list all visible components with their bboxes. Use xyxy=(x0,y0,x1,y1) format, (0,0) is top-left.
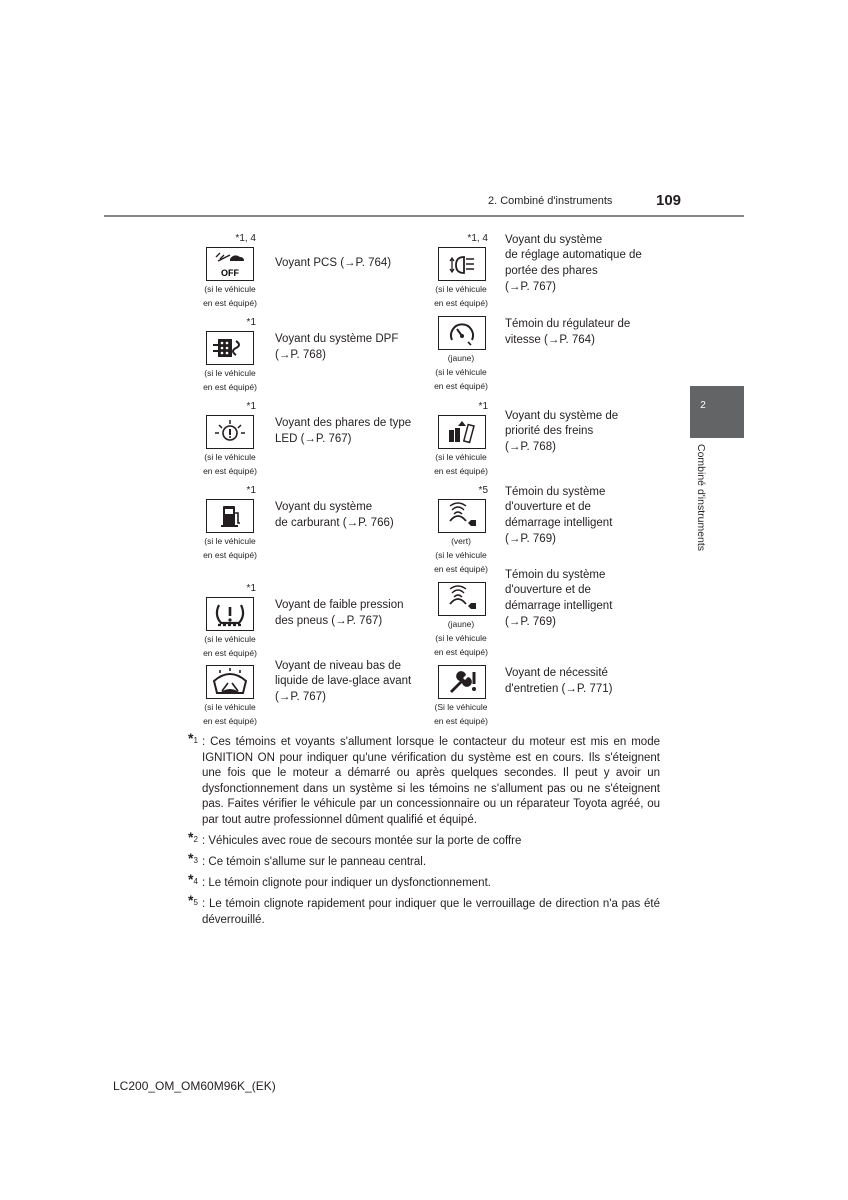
indicator-description xyxy=(275,659,425,706)
caption-line: (jaune) xyxy=(447,619,475,629)
description-line: démarrage intelligent xyxy=(505,599,613,612)
description-line: Voyant du système de xyxy=(505,409,619,422)
icon-caption xyxy=(426,617,496,659)
icon-caption xyxy=(426,282,496,310)
icon-caption xyxy=(195,700,265,728)
indicator-description xyxy=(505,568,655,630)
footnote-reference: *1, 4 xyxy=(235,233,256,244)
dpf-icon xyxy=(206,331,254,365)
description-line: priorité des freins xyxy=(505,425,594,438)
footnote-text: : Le témoin clignote pour indiquer un dysfonctionnement. xyxy=(202,877,491,889)
description-line: (→P. 769) xyxy=(505,532,556,545)
indicator-description xyxy=(505,233,655,295)
footnote-text: : Ce témoin s'allume sur le panneau central. xyxy=(202,856,427,868)
description-line: Voyant de faible pression xyxy=(275,599,404,612)
smart-key-yellow-icon xyxy=(438,582,486,616)
indicator-description xyxy=(275,598,425,629)
footnote-number: 1 xyxy=(193,736,198,745)
footnote-number: 4 xyxy=(193,877,198,886)
footnote-mark xyxy=(188,731,198,747)
icon-caption xyxy=(195,450,265,478)
cruise-control-icon xyxy=(438,316,486,350)
caption-line: (si le véhicule xyxy=(435,284,487,294)
footnote-mark xyxy=(188,872,198,888)
smart-key-green-icon xyxy=(438,499,486,533)
caption-line: (si le véhicule xyxy=(204,284,256,294)
footnote-number: 5 xyxy=(193,898,198,907)
caption-line: (vert) xyxy=(451,536,471,546)
footnote-4 xyxy=(188,871,660,892)
asterisk: * xyxy=(188,871,194,887)
caption-line: en est équipé) xyxy=(434,564,488,574)
caption-line: en est équipé) xyxy=(203,716,257,726)
description-line: Témoin du système xyxy=(505,485,606,498)
caption-line: en est équipé) xyxy=(203,298,257,308)
chapter-tab xyxy=(690,386,744,438)
footnote-text: : Le témoin clignote rapidement pour indiquer que le verrouillage de direction n'a pas été déverrouillé. xyxy=(202,898,660,926)
description-line: (→P. 767) xyxy=(505,280,556,293)
brake-override-icon xyxy=(438,415,486,449)
svg-text:OFF: OFF xyxy=(221,268,239,278)
icon-caption xyxy=(426,700,496,728)
description-line: liquide de lave-glace avant xyxy=(275,675,412,688)
description-line: de réglage automatique de xyxy=(505,249,642,262)
footnote-reference: *1 xyxy=(246,317,256,328)
tire-pressure-icon xyxy=(206,597,254,631)
footnote-text: : Véhicules avec roue de secours montée sur la porte de coffre xyxy=(202,835,522,847)
description-line: Témoin du système xyxy=(505,568,606,581)
maintenance-icon xyxy=(438,665,486,699)
icon-caption xyxy=(426,450,496,478)
description-line: Voyant PCS (→P. 764) xyxy=(275,257,392,270)
icon-caption xyxy=(195,632,265,660)
description-line: d'ouverture et de xyxy=(505,501,591,514)
description-line: Témoin du régulateur de xyxy=(505,318,631,331)
caption-line: (Si le véhicule xyxy=(434,702,488,712)
caption-line: (si le véhicule xyxy=(435,633,487,643)
pcs-off-icon xyxy=(206,247,254,281)
caption-line: (si le véhicule xyxy=(435,367,487,377)
caption-line: (si le véhicule xyxy=(204,368,256,378)
icon-caption xyxy=(426,351,496,393)
caption-line: en est équipé) xyxy=(203,648,257,658)
fuel-system-icon xyxy=(206,499,254,533)
description-line: démarrage intelligent xyxy=(505,516,613,529)
description-line: de carburant (→P. 766) xyxy=(275,516,394,529)
caption-line: (si le véhicule xyxy=(204,536,256,546)
description-line: Voyant de nécessité xyxy=(505,667,608,680)
footnote-2 xyxy=(188,829,660,850)
asterisk: * xyxy=(188,730,194,746)
description-line: (→P. 767) xyxy=(275,690,326,703)
document-code: LC200_OM_OM60M96K_(EK) xyxy=(113,1079,276,1093)
description-line: portée des phares xyxy=(505,264,598,277)
caption-line: en est équipé) xyxy=(434,381,488,391)
description-line: Voyant de niveau bas de xyxy=(275,659,401,672)
indicator-description xyxy=(505,409,655,456)
page-number: 109 xyxy=(656,192,682,209)
caption-line: en est équipé) xyxy=(434,298,488,308)
caption-line: (si le véhicule xyxy=(435,452,487,462)
indicator-description xyxy=(505,317,655,348)
indicator-description xyxy=(505,485,655,547)
footnote-5 xyxy=(188,892,660,928)
description-line: d'entretien (→P. 771) xyxy=(505,682,613,695)
description-line: (→P. 768) xyxy=(275,348,326,361)
caption-line: (si le véhicule xyxy=(204,452,256,462)
indicator-description xyxy=(275,500,425,531)
caption-line: (si le véhicule xyxy=(435,550,487,560)
footnote-number: 3 xyxy=(193,856,198,865)
caption-line: (jaune) xyxy=(447,353,475,363)
asterisk: * xyxy=(188,829,194,845)
footnote-1 xyxy=(188,730,660,829)
caption-line: en est équipé) xyxy=(434,466,488,476)
footnote-reference: *1, 4 xyxy=(467,233,488,244)
footnote-reference: *1 xyxy=(246,485,256,496)
caption-line: en est équipé) xyxy=(203,466,257,476)
washer-fluid-icon xyxy=(206,665,254,699)
icon-caption xyxy=(426,534,496,576)
header-divider xyxy=(104,215,744,217)
indicator-description xyxy=(275,332,425,363)
icon-caption xyxy=(195,534,265,562)
description-line: Voyant des phares de type xyxy=(275,417,412,430)
asterisk: * xyxy=(188,892,194,908)
footnote-text: : Ces témoins et voyants s'allument lorsque le contacteur du moteur est mis en mode IGNITION ON pour indiquer qu'une vérification du système est en cours. Ils s'éteignent une fois que le moteur a démarré ou après quelques secondes. Il peut y avoir un dysfonctionnement dans un système si les témoins ne s'allument pas ou ne s'éteignent pas. Faites vérifier le véhicule par un concessionnaire ou un réparateur Toyota agréé, ou par tout autre professionnel dûment qualifié et équipé. xyxy=(202,736,660,826)
chapter-label: Combiné d'instruments xyxy=(695,444,707,552)
footnote-reference: *1 xyxy=(246,583,256,594)
caption-line: en est équipé) xyxy=(203,382,257,392)
indicator-description xyxy=(275,256,425,272)
description-line: Voyant du système xyxy=(505,233,603,246)
description-line: vitesse (→P. 764) xyxy=(505,333,595,346)
caption-line: (si le véhicule xyxy=(204,634,256,644)
description-line: LED (→P. 767) xyxy=(275,432,352,445)
caption-line: en est équipé) xyxy=(203,550,257,560)
footnote-reference: *1 xyxy=(478,401,488,412)
description-line: Voyant du système DPF xyxy=(275,333,399,346)
footnote-reference: *1 xyxy=(246,401,256,412)
headlight-leveling-icon xyxy=(438,247,486,281)
indicator-description xyxy=(275,416,425,447)
footnote-3 xyxy=(188,850,660,871)
footnote-mark xyxy=(188,893,198,909)
icon-caption xyxy=(195,366,265,394)
description-line: des pneus (→P. 767) xyxy=(275,614,383,627)
asterisk: * xyxy=(188,850,194,866)
icon-caption xyxy=(195,282,265,310)
description-line: Voyant du système xyxy=(275,501,373,514)
section-title: 2. Combiné d'instruments xyxy=(488,195,613,207)
description-line: (→P. 768) xyxy=(505,440,556,453)
led-headlight-icon xyxy=(206,415,254,449)
footnote-reference: *5 xyxy=(478,485,488,496)
caption-line: (si le véhicule xyxy=(204,702,256,712)
footnote-number: 2 xyxy=(193,835,198,844)
footnote-mark xyxy=(188,851,198,867)
footnote-mark xyxy=(188,830,198,846)
description-line: d'ouverture et de xyxy=(505,584,591,597)
indicator-description xyxy=(505,666,655,697)
caption-line: en est équipé) xyxy=(434,716,488,726)
caption-line: en est équipé) xyxy=(434,647,488,657)
description-line: (→P. 769) xyxy=(505,615,556,628)
chapter-number: 2 xyxy=(700,400,706,411)
